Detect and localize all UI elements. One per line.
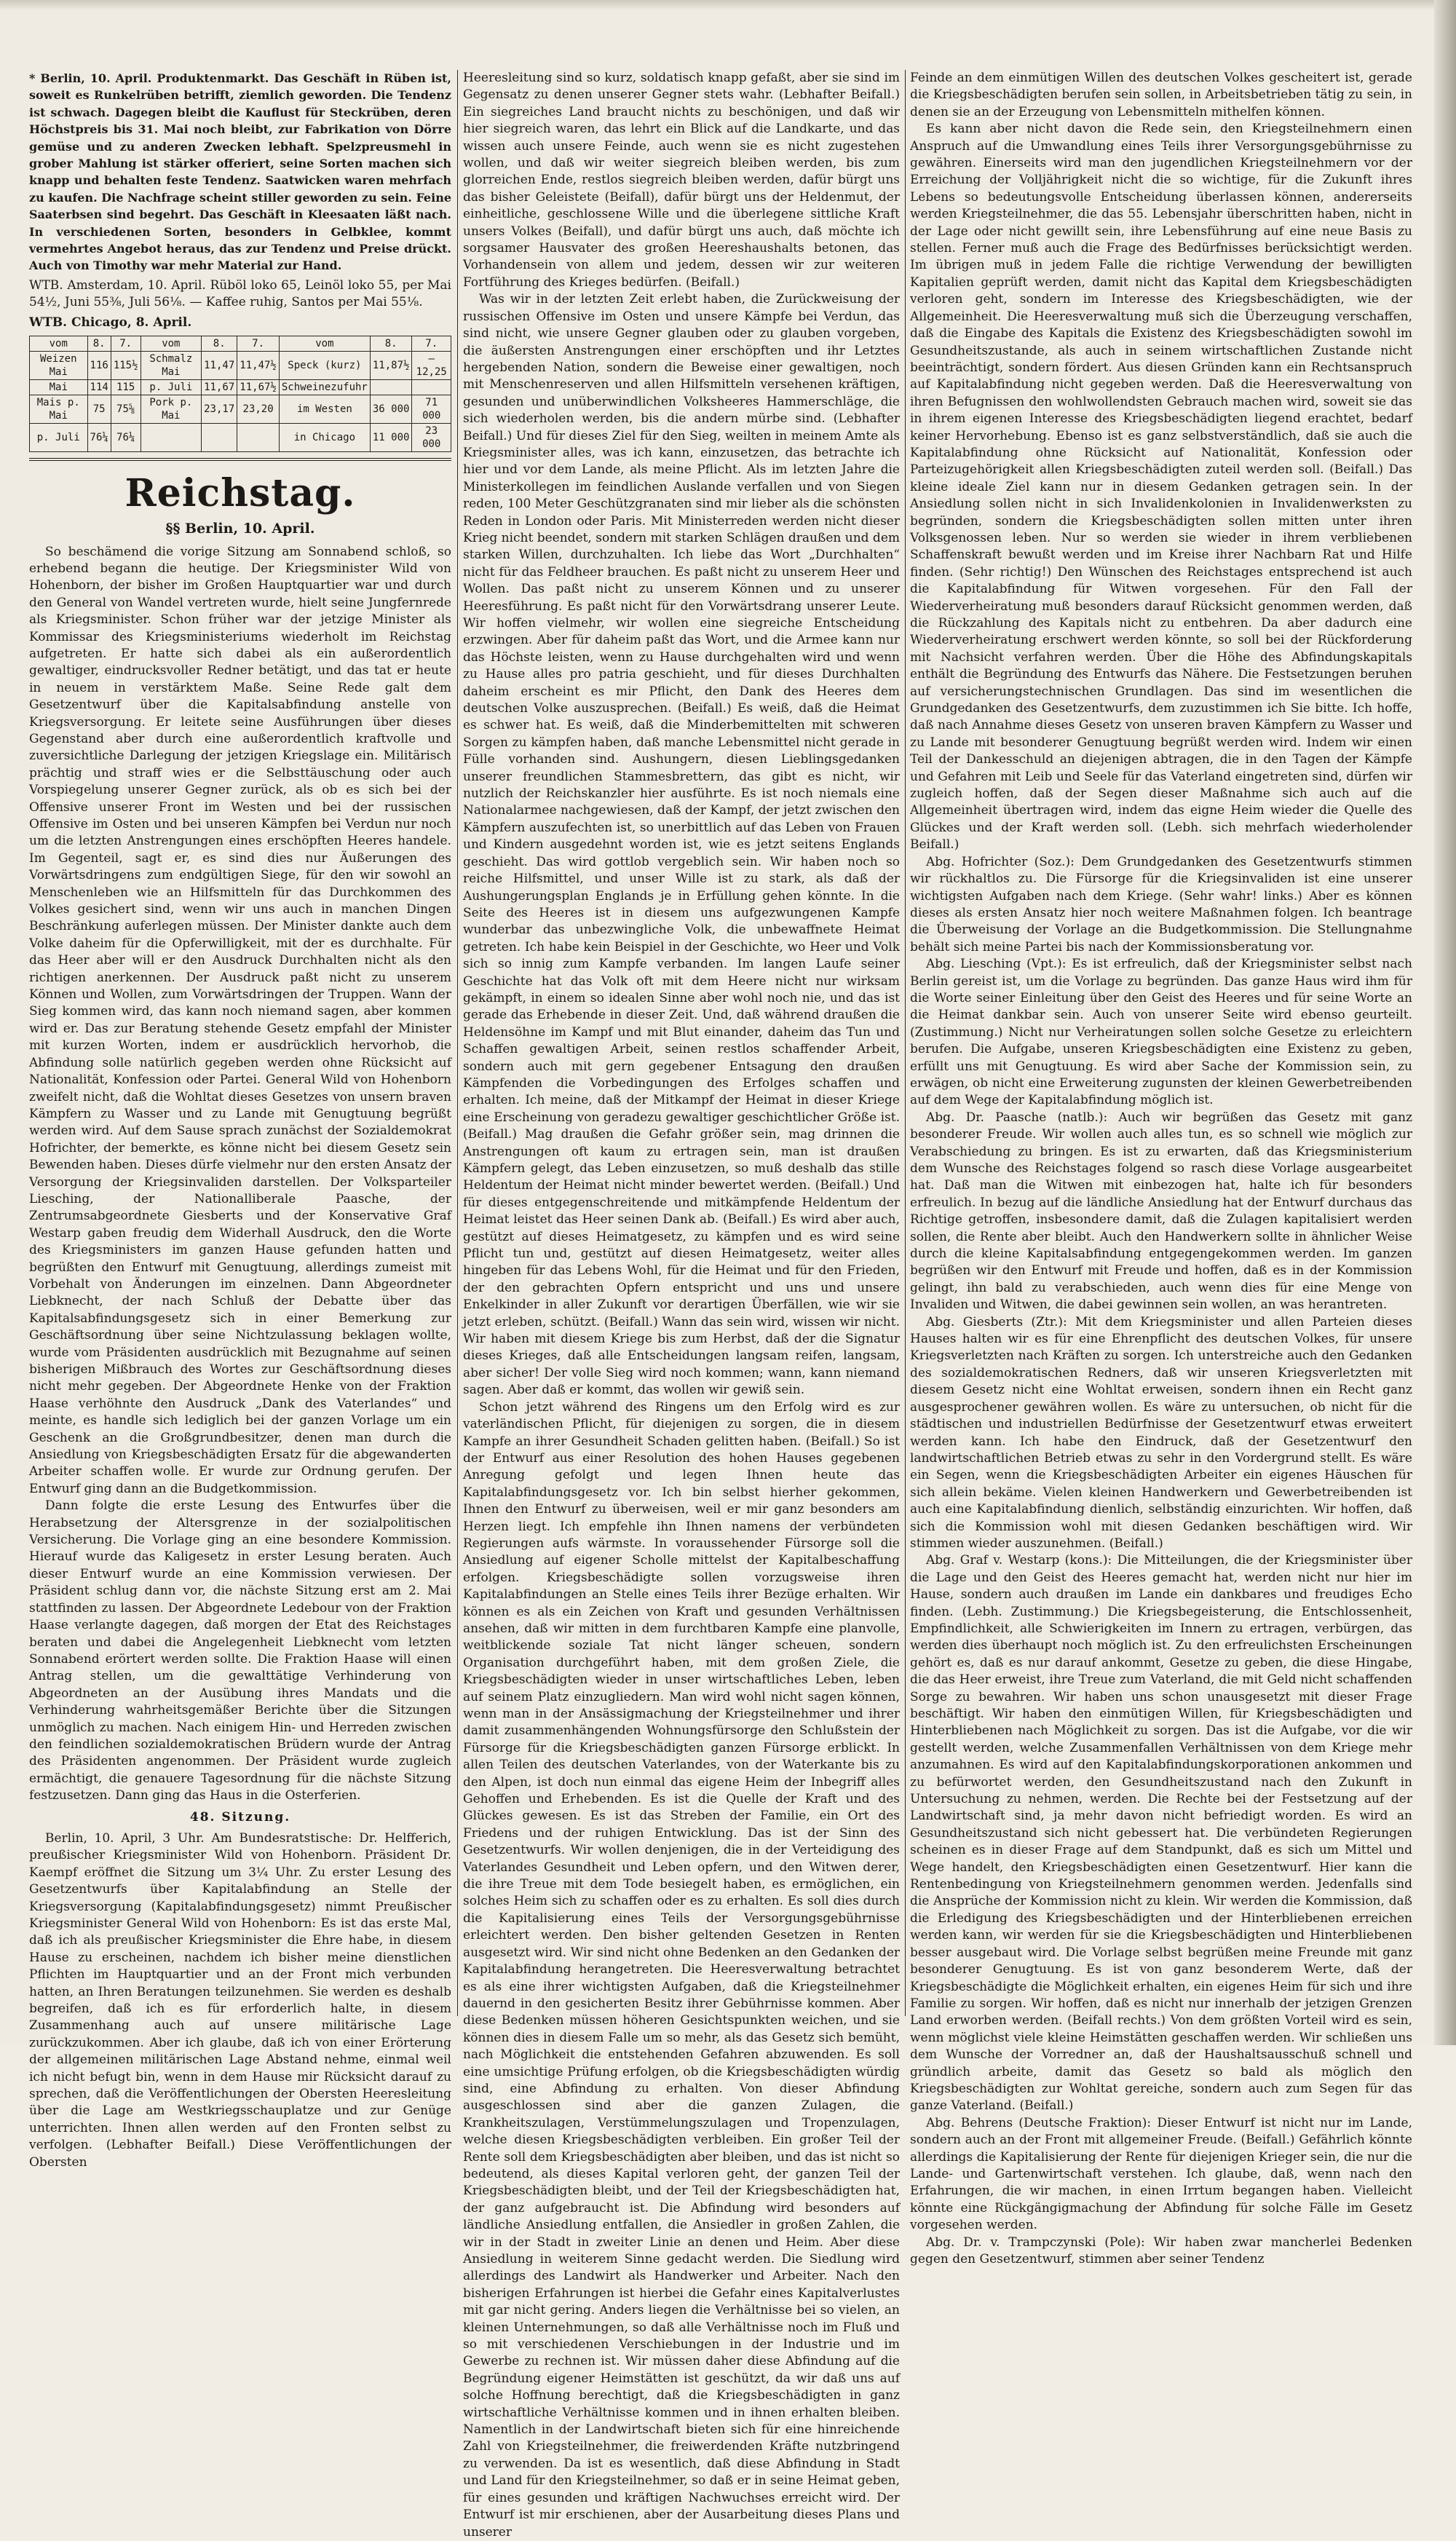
- market-cell: [412, 380, 451, 395]
- reichstag-dateline: §§ Berlin, 10. April.: [165, 521, 315, 537]
- market-cell: 23 000: [412, 424, 451, 452]
- market-table-body: [30, 352, 451, 452]
- col3-paragraph: Abg. Giesberts (Ztr.): Mit dem Kriegsminister und allen Parteien dieses Hauses halten wir es für eine Ehrenpflicht des deutschen Volkes, für unsere Kriegsverletzten nach Kräften zu sorgen. Ich unterstreiche auch den Gedanken des sozialdemokratischen Redners, daß wir unseren Kriegsverletzten mit diesem Gesetz nicht eine Wohltat erweisen, sondern ihnen ein Recht ganz ausgesprochener gewähren wollen. Es wäre zu untersuchen, ob nicht für die städtischen und industriellen Bedürfnisse der Gesetzentwurf etwas erweitert werden kann. Ich habe den Eindruck, daß der Gesetzentwurf den landwirtschaftlichen Betrieb etwas zu sehr in den Vordergrund stellt. Es wäre ein Segen, wenn die Kriegsbeschädigten Arbeiter ein eigenes Häuschen für sich allein bekäme. Vielen kleinen Handwerkern und Gewerbetreibenden ist auch eine Kapitalabfindung dienlich, selbständig einzurichten. Wir hoffen, daß sich die Kommission wohl mit diesen Gedanken beschäftigen wird. Wir stimmen wieder auszunehmen. (Beifall.): [910, 1314, 1412, 1551]
- market-row: [30, 352, 451, 380]
- market-cell: Mai: [30, 380, 88, 395]
- market-cell: Schweinezufuhr: [279, 380, 370, 395]
- market-cell: 116: [87, 352, 111, 380]
- market-header-cell: 8.: [87, 336, 111, 352]
- market-cell: im Westen: [279, 395, 370, 424]
- market-row: [30, 424, 451, 452]
- market-cell: p. Juli: [141, 380, 202, 395]
- market-header-cell: vom: [279, 336, 370, 352]
- market-row: [30, 380, 451, 395]
- market-cell: 114: [87, 380, 111, 395]
- column-2: [463, 70, 900, 2540]
- market-cell: —12,25: [412, 352, 451, 380]
- col2-paragraph: Schon jetzt während des Ringens um den Erfolg wird es zur vaterländischen Pflicht, für diejenigen zu sorgen, die in diesem Kampfe an ihrer Gesundheit Schaden gelitten haben. (Beifall.) So ist der Entwurf aus einer Resolution des hohen Hauses gegebenen Anregung gefolgt und legen Ihnen heute das Kapitalabfindungsgesetz vor. Ich bin selbst hierher gekommen, Ihnen den Entwurf zu überweisen, weil er mir ganz besonders am Herzen liegt. Ich empfehle ihn Ihnen namens der verbündeten Regierungen aufs wärmste. In voraussehender Fürsorge soll die Ansiedlung auf eigener Scholle mittelst der Kapitalbeschaffung erfolgen. Kriegsbeschädigte sollen vorzugsweise ihren Kapitalabfindungen an Stelle eines Teils ihrer Bezüge erhalten. Wir können es als ein Zeichen von Kraft und gesunden Verhältnissen ansehen, daß wir mitten in dem furchtbaren Kampfe eine planvolle, weitblickende soziale Tat nicht länger scheuen, sondern Organisation durchgeführt haben, mit dem großen Ziele, die Kriegsbeschädigten wieder in unser wirtschaftliches Leben, leben auf seinem Platz einzugliedern. Man wird wohl nicht sagen können, wenn man in der Ansässigmachung der Kriegsteilnehmer und ihrer damit zusammenhängenden Wohnungsfürsorge den Schlußstein der Fürsorge für die Kriegsbeschädigten ganzen Fürsorge erblickt. In allen Teilen des deutschen Vaterlandes, von der Waterkante bis zu den Alpen, ist doch nun einmal das eigene Heim der Inbegriff alles Gehoffen und Erhebenden. Es ist die Quelle der Kraft und des Glückes gewesen. Es ist das Streben der Familie, ein Ort des Friedens und der ruhigen Entwicklung. Das ist der Sinn des Gesetzentwurfs. Wir wollen denjenigen, die in der Verteidigung des Vaterlandes Gesundheit und Leben opfern, und den Witwen derer, die ihre Treue mit dem Tode besiegelt haben, es ermöglichen, ein solches Heim sich zu schaffen oder es zu erhalten. Es soll dies durch die Kapitalisierung eines Teils der Versorgungsgebührnisse erleichtert werden. Den bisher geltenden Gesetzen in Renten ausgesetzt wird. Wir sind nicht ohne Bedenken an den Gedanken der Kapitalabfindung herangetreten. Die Heeresverwaltung betrachtet es als eine ihrer wichtigsten Aufgaben, daß die Kriegsteilnehmer dauernd in den gesicherten Besitz ihrer Gebührnisse kommen. Aber diese Bedenken müssen höheren Gesichtspunkten weichen, und sie können dies in diesem Falle um so mehr, als das Gesetz sich bemüht, nach Möglichkeit die entstehenden Gefahren abzuwenden. Es soll eine umsichtige Prüfung erfolgen, ob die Kriegsbeschädigten würdig sind, eine Abfindung zu erhalten. Von dieser Abfindung ausgeschlossen sind aber die ganzen Zulagen, die Krankheitszulagen, Verstümmelungszulagen und Tropenzulagen, welche diesen Kriegsbeschädigten verbleiben. Ein großer Teil der Rente soll dem Kriegsbeschädigten aber bleiben, und das ist nicht so bedeutend, als dieses Kapital verloren geht, der ganzen Teil der Kriegsbeschädigten bleibt, und der Teil der Kriegsbeschädigten hat, der ganz aufgebraucht ist. Die Abfindung wird besonders auf ländliche Ansiedlung entfallen, die Ansiedler in großen Zahlen, die wir in der Stadt in zweiter Linie an denen und Heim. Aber diese Ansiedlung in weiterem Sinne gedacht werden. Die Siedlung wird allerdings des Landwirt als Handwerker und Arbeiter. Nach den bisherigen Erfahrungen ist hierbei die Gefahr eines Kapitalverlustes mit gar nicht gering. Anders liegen die Verhältnisse bei so vielen, an kleinen Unternehmungen, so daß alle Verhältnisse noch im Fluß und so mit verschiedenen Verschiebungen in der Industrie und im Gewerbe zu rechnen ist. Wir müssen daher diese Abfindung auf die Begründung eigener Heimstätten ist geschützt, da wir daß uns auf solche Hoffnung berechtigt, daß die Kriegsbeschädigten in ganz wirtschaftliche Verhältnisse kommen und in ihnen erhalten bleiben. Namentlich in der Landwirtschaft bieten sich für eine hinreichende Zahl von Kriegsteilnehmer, die freiwerdenden Kräfte nutzbringend zu verwenden. Da ist es wesentlich, daß diese Abfindung in Stadt und Land für den Kriegsteilnehmer, so daß er in seine Heimat geben, für eines gesunden und kräftigen Nachwuchses erreicht wird. Der Entwurf ist mir erschienen, aber der Ausarbeitung dieses Plans und unserer: [463, 1399, 900, 2540]
- market-row: [30, 395, 451, 424]
- market-header-cell: 8.: [202, 336, 237, 352]
- col3-paragraph: Abg. Behrens (Deutsche Fraktion): Dieser Entwurf ist nicht nur im Lande, sondern auch an der Front mit allgemeiner Freude. (Beifall.) Gefährlich könnte allerdings die Kapitalisierung der Rente für diejenigen Krieger sein, die nur die Lande- und Gartenwirtschaft verstehen. Ich glaube, daß, wenn nach den Erfahrungen, die wir machen, in einen Irrtum begangen haben. Vielleicht könnte eine Rückgängigmachung der Abfindung für solche Fälle im Gesetz vorgesehen werden.: [910, 2115, 1412, 2233]
- market-cell: 23,20: [237, 395, 280, 424]
- market-cell: 76¼: [87, 424, 111, 452]
- col3-paragraph: Feinde an dem einmütigen Willen des deutschen Volkes gescheitert ist, gerade die Kriegsbeschädigten berufen sein sollen, in Arbeitsbetrieben tätig zu sein, in denen sie an der Erzeugung von Lebensmitteln mithelfen können.: [910, 71, 1412, 119]
- market-header-cell: 7.: [237, 336, 280, 352]
- market-header-cell: vom: [30, 336, 88, 352]
- col3-paragraph: Es kann aber nicht davon die Rede sein, den Kriegsteilnehmern einen Anspruch auf die Umwandlung eines Teils ihrer Versorgungsgebührnisse zu gewähren. Einerseits wird man den jugendlichen Kriegsteilnehmern vor der Erreichung der Volljährigkeit nicht die so wichtige, für die Zukunft ihres Lebens so bedeutungsvolle Entscheidung überlassen können, andererseits werden Kriegsteilnehmer, die das 55. Lebensjahr überschritten haben, nicht in der Lage oder nicht gewillt sein, ihre Lebensführung auf eine neue Basis zu stellen. Ferner muß auch die Frage des Bedürfnisses berücksichtigt werden. Im übrigen muß in jedem Falle die richtige Verwendung der bewilligten Kapitalien geprüft werden, damit nicht das Kapital dem Kriegsbeschädigten verloren geht, sondern im Interesse des Kriegsbeschädigten, wie der Allgemeinheit. Die Heeresverwaltung muß sich die Überzeugung verschaffen, daß die Eingabe des Kapitals die Existenz des Kriegsbeschädigten sowohl im Gesundheitszustande, als auch in seinem wirtschaftlichen Zustande nicht beeinträchtigt, sondern fördert. Aus diesen Gründen kann ein Rechtsanspruch auf Kapitalabfindung nicht gegeben werden. Daß die Heeresverwaltung von ihren Befugnissen den wohlwollendsten Gebrauch machen wird, soweit sie das in ihrem eigenen Interesse des Kriegsbeschädigten liegend erachtet, bedarf keiner Hervorhebung. Ebenso ist es ganz selbstverständlich, daß sie auch die Kapitalabfindung ohne Rücksicht auf Nationalität, Konfession oder Parteizugehörigkeit allen Kriegsbeschädigten zuteil werden soll. (Beifall.) Das kleine ideale Ziel kann nur in diesem Gedanken getragen sein. In der Ansiedlung sollen nicht in sich Invalidenkolonien in Invalidenwerksten zu begründen, sondern die Kriegsbeschädigten sollen mitten unter ihren Volksgenossen leben. Nur so werden sie wieder in ihrem verbliebenen Schaffenskraft bewußt werden und im Kreise ihrer Nachbarn Rat und Hilfe finden. (Sehr richtig!) Den Wünschen des Reichstages entsprechend ist auch die Kapitalabfindung für Witwen vorgesehen. Für den Fall der Wiederverheiratung muß besonders darauf Rücksicht genommen werden, daß die Rückzahlung des Kapitals nicht zu entbehren. Da aber dadurch eine Wiederverheiratung erschwert werden könnte, so soll bei der Rückforderung mit Nachsicht verfahren werden. Über die Höhe des Abfindungskapitals enthält die Begründung des Entwurfs das Nähere. Die Festsetzungen beruhen auf versicherungstechnischen Grundlagen. Das sind im wesentlichen die Grundgedanken des Gesetzentwurfs, dem zuzustimmen ich Sie bitte. Ich hoffe, daß nach Annahme dieses Gesetz von unseren braven Kämpfern zu Wasser und zu Lande mit besonderer Genugtuung begrüßt werden wird. Indem wir einen Teil der Dankesschuld an diejenigen abtragen, die in den Tagen der Kämpfe und Gefahren mit Leib und Seele für das Vaterland eingetreten sind, dürfen wir zugleich hoffen, daß der Segen dieser Maßnahme sich auch auf die Allgemeinheit übertragen wird, indem das eigne Heim wieder die Quelle des Glückes und der Kraft werden soll. (Lebh. sich mehrfach wiederholender Beifall.): [910, 122, 1412, 853]
- col1-paragraph: So beschämend die vorige Sitzung am Sonnabend schloß, so erhebend begann die heutige. Der Kriegsminister Wild von Hohenborn, der bisher im Großen Hauptquartier war und durch den General von Wandel vertreten wurde, hielt seine Jungfernrede als Kriegsminister. Schon früher war der jetzige Minister als Kommissar des Kriegsministeriums wiederholt im Reichstag aufgetreten. Er hatte sich dabei als ein außerordentlich gewaltiger, eindrucksvoller Redner betätigt, und das tat er heute in neuem in verstärktem Maße. Seine Rede galt dem Gesetzentwurf über die Kapitalsabfindung anstelle von Kriegsversorgung. Er leitete seine Ausführungen über dieses Gegenstand aber durch eine außerordentlich kraftvolle und zuversichtliche Darlegung der jetzigen Kriegslage ein. Militärisch prächtig und straff wies er die Selbsttäuschung oder auch Vorspiegelung unserer Gegner zurück, als ob es sich bei der Offensive unserer Front im Westen und bei der russischen Offensive im Osten und bei unseren Kämpfen bei Verdun nur noch um die letzten Anstrengungen eines erschöpften Heeres handele. Im Gegenteil, sagt er, es sind dies nur Äußerungen des Vorwärtsdringens zum endgültigen Siege, für den wir sowohl an Menschenleben wie an Hilfsmitteln für das Durchkommen des Volkes gesichert sind, wenn wir uns auch in manchen Dingen Beschränkung auferlegen müssen. Der Minister dankte auch dem Volke daheim für die Opferwilligkeit, mit der es durchhalte. Für das Heer aber will er den Ausdruck Durchhalten nicht als den richtigen anerkennen. Der Ausdruck paßt nicht zu unserem Können und Wollen, zum Vorwärtsdringen der Truppen. Wann der Sieg kommen wird, das kann noch niemand sagen, aber kommen wird er. Das zur Beratung stehende Gesetz empfahl der Minister mit kurzen Worten, indem er ausdrücklich hervorhob, die Abfindung solle natürlich gegeben werden ohne Rücksicht auf Nationalität, Konfession oder Partei. General Wild von Hohenborn zweifelt nicht, daß die Wohltat dieses Gesetzes von unsern braven Kämpfern zu Wasser und zu Lande mit Genugtuung begrüßt werden wird. Auf dem Sause sprach zunächst der Sozialdemokrat Hofrichter, der bemerkte, es könne nicht bei diesem Gesetz sein Bewenden haben. Dieses dürfe vielmehr nur den ersten Ansatz der Versorgung der Kriegsinvaliden darstellen. Der Volksparteiler Liesching, der Nationalliberale Paasche, der Zentrumsabgeordnete Giesberts und der Konservative Graf Westarp gaben freudig dem Widerhall Ausdruck, den die Worte des Kriegsministers im ganzen Hause gefunden hatten und begrüßten den Entwurf mit Genugtuung, allerdings zumeist mit Vorbehalt von Änderungen im einzelnen. Dann Abgeordneter Liebknecht, der nach Schluß der Debatte über das Kapitalsabfindungsgesetz sich in einer Bemerkung zur Geschäftsordnung über seine Nichtzulassung beklagen wollte, wurde vom Präsidenten ausdrücklich mit Bezugnahme auf seinen bisherigen Mißbrauch des Wortes zur Geschäftsordnung dieses nicht mehr gegeben. Der Abgeordnete Henke von der Fraktion Haase verhöhnte den Ausdruck „Dank des Vaterlandes“ und meinte, es handle sich lediglich bei der ganzen Vorlage um ein Geschenk an die Großgrundbesitzer, denen man durch die Ansiedlung von Kriegsbeschädigten Ersatz für die abgewanderten Arbeiter schaffen wolle. Er wurde zur Ordnung gerufen. Der Entwurf ging dann an die Budgetkommission.: [29, 544, 451, 1496]
- col3-paragraph: Abg. Dr. Paasche (natlb.): Auch wir begrüßen das Gesetz mit ganz besonderer Freude. Wir wollen auch alles tun, es so schnell wie möglich zur Verabschiedung zu bringen. Es ist zu erwarten, daß das Kriegsministerium dem Wunsche des Reichstages folgend so rasch diese Vorlage ausgearbeitet hat. Daß man die Witwen mit einbezogen hat, halte ich für besonders erfreulich. In bezug auf die ländliche Ansiedlung hat der Entwurf durchaus das Richtige getroffen, insbesondere damit, daß die Zulagen kapitalisiert werden sollen, die Rente aber bleibt. Auch den Handwerkern sollte in ähnlicher Weise durch die kleine Kapitalsabfindung entgegengekommen werden. Im ganzen begrüßen wir den Entwurf mit Freude und hoffen, daß es in der Kommission gelingt, ihn bald zu verabschieden, auch wenn dies für eine Menge von Invaliden und Witwen, die dabei gewinnen sein wollen, an was herantreten.: [910, 1110, 1412, 1313]
- market-cell: 115½: [111, 352, 141, 380]
- market-cell: Schmalz Mai: [141, 352, 202, 380]
- col2-paragraph: Was wir in der letzten Zeit erlebt haben, die Zurückweisung der russischen Offensive im Osten und unsere Kämpfe bei Verdun, das sind nicht, wie unsere Gegner glauben oder zu glauben vorgeben, die äußersten Anstrengungen einer erschöpften und ihr Letztes hergebenden Nation, sondern die Beweise einer gewaltigen, noch mit Menschenreserven und allen Hilfsmitteln versehenen kräftigen, gesunden und unüberwindlichen Volksheeres Hammerschläge, die sich wiederholen werden, bis die andern mürbe sind. (Lebhafter Beifall.) Und für dieses Ziel für den Sieg, weilten in meinem Amte als Kriegsminister alles, was ich kann, einzusetzen, das betrachte ich hier und vor dem Lande, als meine Pflicht. Als im letzten Jahre die Ministerkollegen im feindlichen Auslande verfallen und von Siegen reden, 100 Meter Geschützgranaten sind mir lieber als die schönsten Reden in London oder Paris. Mit Ministerreden werden nicht dieser Krieg nicht beendet, sondern mit starken Schlägen draußen und dem starken Willen, durchzuhalten. Ich liebe das Wort „Durchhalten“ nicht für das Feldheer brauchen. Es paßt nicht zu unserem Heer und Wollen. Das paßt nicht zu unserem Können und zu unserer Heeresführung. Es paßt nicht für den Vorwärtsdrang unserer Leute. Wir hoffen vielmehr, wir wollen eine siegreiche Entscheidung erzwingen. Aber für daheim paßt das Wort, und die Armee kann nur das Höchste leisten, wenn zu Hause durchgehalten wird und wenn zu Hause alles pro patria geschieht, und für dieses Durchhalten daheim erscheint es mir Pflicht, den Dank des Heeres dem deutschen Volke auszusprechen. (Beifall.) Es weiß, daß die Heimat es schwer hat. Es weiß, daß die Minderbemittelten mit schweren Sorgen zu kämpfen haben, daß manche Lebensmittel nicht gerade in Fülle vorhanden sind. Aushungern, diesen Lieblingsgedanken unserer freundlichen Stammesbrettern, das gibt es nicht, wir nutzlich der Reichskanzler hier ausführte. Es ist noch niemals eine Nationalarmee nachgewiesen, daß der Kampf, der jetzt zwischen den Kämpfern auszufechten ist, so unerbittlich auf das Leben von Frauen und Kindern ausgedehnt worden ist, wie es jetzt seitens Englands geschieht. Das wird gottlob vergeblich sein. Wir haben noch so reiche Hilfsmittel, und unser Wille ist zu stark, als daß der Aushungerungsplan Englands je in Erfüllung gehen könnte. In die Seite des Heeres ist in diesem uns aufgezwungenen Kampfe wunderbar das unbezwingliche Volk, die unbewaffnete Heimat getreten. Ich habe kein Beispiel in der Geschichte, wo Heer und Volk sich so innig zum Kampfe verbanden. Im langen Laufe seiner Geschichte hat das Volk oft mit dem Heere nicht nur wirksam gekämpft, in einem so idealen Sinne aber wohl noch nie, und das ist gerade das Erhebende in dieser Zeit. Und, daß während draußen die Heldensöhne im Kampf und mit Blut einander, daheim das Tun und Schaffen gewaltigen Arbeit, seinen restlos schaffender Arbeit, sondern auch mit gern gegebener Entsagung den draußen Kämpfenden die Vorbedingungen des Erfolges schaffen und erhalten. Ich meine, daß der Mitkampf der Heimat in dieser Kriege eine Erscheinung von geradezu gewaltiger geschichtlicher Größe ist. (Beifall.) Mag draußen die Gefahr größer sein, mag drinnen die Anstrengungen oft kaum zu ertragen sein, man ist draußen Kämpfern gelegt, das Leben einzusetzen, so muß deshalb das stille Heldentum der Heimat nicht minder bewertet werden. (Beifall.) Und für dieses entgegenschreitende und mitkämpfende Heldentum der Heimat leistet das Heer seinen Dank ab. (Beifall.) Es wird aber auch, gestützt auf dieses Heimatgesetz, zu kämpfen und es wird seine Pflicht tun und, gestützt auf diesen Heimatgesetz, weiter alles hingeben für das Lebens Wohl, für die Heimat und für den Frieden, der den gebrachten Opfern entspricht und uns und unsere Enkelkinder in aller Zukunft vor derartigen Überfällen, wie wir sie jetzt erleben, schützt. (Beifall.) Wann das sein wird, wissen wir nicht. Wir haben mit diesem Kriege bis zum Herbst, daß der die Signatur dieses Krieges, daß alle Entscheidungen langsam reifen, langsam, aber sicher! Der volle Sieg wird noch kommen; wann, kann niemand sagen. Aber daß er kommt, das wollen wir gewiß sein.: [463, 292, 900, 1398]
- market-cell: 11 000: [370, 424, 412, 452]
- market-cell: 36 000: [370, 395, 412, 424]
- col3-paragraph: Abg. Graf v. Westarp (kons.): Die Mitteilungen, die der Kriegsminister über die Lage und den Geist des Heeres gemacht hat, werden nicht nur hier im Hause, sondern auch draußen im Lande ein dankbares und freudiges Echo finden. (Lebh. Zustimmung.) Die Kriegsbegeisterung, die Entschlossenheit, Empfindlichkeit, alle Schwierigkeiten im Innern zu ertragen, verbürgen, das werden dies überhaupt noch möglich ist. Zu den erfreulichsten Erscheinungen gehört es, daß es nur darauf ankommt, Gesetze zu geben, die diese Hingabe, die das Heer erweist, ihre Treue zum Vaterland, die mit Geld nicht schaffenden Sorge zu bewahren. Wir haben uns schon unausgesetzt mit dieser Frage beschäftigt. Wir haben den einmütigen Willen, für Kriegsbeschädigten und Hinterbliebenen nach Möglichkeit zu sorgen. Das ist die Aufgabe, vor die wir gestellt werden, welche Zusammenfallen Verhältnissen von dem Kriege mehr anzumahnen. Es wird auf den Kapitalabfindungskorporationen ankommen und zu befürwortet werden, den Gesundheitszustand nach den Zukunft in Untersuchung zu nehmen, werden. Die Rechte bei der Festsetzung auf der Landwirtschaft sind, ja mehr davon nicht befriedigt worden. Es wird an Gesundheitszustand sich nicht gebessert hat. Die verbündeten Regierungen scheinen es in dieser Frage auf dem Standpunkt, daß es sich um Mittel und Wege handelt, den Kriegsbeschädigten einen Gesetzentwurf. Hier kann die Rentenbedingung von Kriegsteilnehmern genommen werden. Jedenfalls sind die Ansprüche der Kommission nicht zu klein. Wir werden die Kommission, daß die Erledigung des Kriegsbeschädigten und der Hinterbliebenen erreichen werden kann, wir werden für sie die Kriegsbeschädigten und Hinterbliebenen besser ausgebaut wird. Die Vorlage selbst begrüßen meine Freunde mit ganz besonderer Genugtuung. Es ist von ganz besonderem Werte, daß der Kriegsbeschädigte die Möglichkeit erhalten, ein eigenes Heim für sich und ihre Familie zu sorgen. Wir hoffen, daß es nicht nur innerhalb der jetzigen Grenzen Land erworben werden. (Beifall rechts.) Von dem größten Vorteil wird es sein, wenn möglichst viele kleine Heimstätten geschaffen werden. Wir schließen uns dem Wunsche der Vorredner an, daß der Haushaltsausschuß schnell und gründlich arbeite, damit das Gesetz so bald als möglich den Kriegsbeschädigten zur Wohltat gereiche, sondern auch zum Segen für das ganze Vaterland. (Beifall.): [910, 1553, 1412, 2114]
- reichstag-title: Reichstag.: [124, 471, 356, 516]
- page-top-edge: [0, 0, 1456, 10]
- market-cell: 23,17: [202, 395, 237, 424]
- market-header-cell: 7.: [412, 336, 451, 352]
- section-divider: [29, 458, 451, 461]
- chicago-market-table: [29, 336, 451, 452]
- market-cell: [141, 424, 202, 452]
- column-3: [910, 70, 1412, 2267]
- market-cell: 71 000: [412, 395, 451, 424]
- column-rule-2: [905, 70, 906, 2016]
- market-header-cell: 7.: [111, 336, 141, 352]
- scan-binding-edge: [1434, 0, 1456, 2045]
- column-rule-1: [457, 70, 458, 2016]
- market-cell: [237, 424, 280, 452]
- col1-paragraph: Dann folgte die erste Lesung des Entwurfes über die Herabsetzung der Altersgrenze in der sozialpolitischen Versicherung. Die Vorlage ging an eine besondere Kommission. Hierauf wurde das Kaligesetz in erster Lesung beraten. Auch dieser Entwurf wurde an eine Kommission verwiesen. Der Präsident schlug dann vor, die nächste Sitzung erst am 2. Mai stattfinden zu lassen. Der Abgeordnete Ledebour von der Fraktion Haase verlangte dagegen, daß morgen der Etat des Reichstages beraten und dabei die Angelegenheit Liebknecht vom letzten Sonnabend erörtert werden sollte. Die Fraktion Haase will einen Antrag stellen, um die gewalttätige Verhinderung von Abgeordneten an der Ausübung ihres Mandats und die Verhinderung wahrheitsgemäßer Berichte über die Sitzungen unmöglich zu machen. Nach einigem Hin- und Herreden zwischen den feindlichen sozialdemokratischen Brüdern wurde der Antrag des Präsidenten angenommen. Der Präsident wurde zugleich ermächtigt, die genauere Tagesordnung für die nächste Sitzung festzusetzen. Dann ging das Haus in die Osterferien.: [29, 1498, 451, 1803]
- market-cell: Speck (kurz): [279, 352, 370, 380]
- sitzung-text: Berlin, 10. April, 3 Uhr. Am Bundesratstische: Dr. Helfferich, preußischer Kriegsminister Wild von Hohenborn. Präsident Dr. Kaempf eröffnet die Sitzung um 3¼ Uhr. Zu erster Lesung des Gesetzentwurfs über Kapitalabfindung an Stelle der Kriegsversorgung (Kapitalabfindungsgesetz) nimmt Preußischer Kriegsminister General Wild von Hohenborn: Es ist das erste Mal, daß ich als preußischer Kriegsminister die Ehre habe, in diesem Hause zu erscheinen, nachdem ich bisher meine dienstlichen Pflichten im Hauptquartier und an der Front mich verbunden hatten, an Ihren Beratungen teilzunehmen. Sie werden es deshalb begreifen, daß ich es für erforderlich halte, in diesem Zusammenhang auch auf unsere militärische Lage zurückzukommen. Aber ich glaube, daß ich von einer Erörterung der allgemeinen militärischen Lage Abstand nehme, einmal weil ich nicht befugt bin, wenn in dem Hause mir Rücksicht darauf zu sprechen, daß die Veröffentlichungen der Obersten Heeresleitung über die Lage am Westkriegsschauplatze und zur Genüge unterrichten. Ihnen allen werden auf den Fronten selbst zu verfolgen. (Lebhafter Beifall.) Diese Veröffentlichungen der Obersten: [29, 1830, 451, 2170]
- market-cell: Pork p. Mai: [141, 395, 202, 424]
- market-cell: 11,87½: [370, 352, 412, 380]
- market-cell: Weizen Mai: [30, 352, 88, 380]
- market-cell: 11,47: [202, 352, 237, 380]
- market-cell: Mais p. Mai: [30, 395, 88, 424]
- market-header-cell: 8.: [370, 336, 412, 352]
- column-1: [29, 70, 451, 2170]
- sitzung-title: 48. Sitzung.: [189, 1809, 291, 1825]
- market-cell: [202, 424, 237, 452]
- col3-paragraph: Abg. Hofrichter (Soz.): Dem Grundgedanken des Gesetzentwurfs stimmen wir rückhaltlos zu. Die Fürsorge für die Kriegsinvaliden ist eine unserer wichtigsten Aufgaben nach dem Kriege. (Sehr wahr! links.) Aber es können dieses als ersten Ansatz hier noch weitere Maßnahmen folgen. Ich beantrage die Überweisung der Vorlage an die Budgetkommission. Die Stellungnahme behält sich meine Partei bis nach der Kommissionsberatung vor.: [910, 854, 1412, 955]
- market-table-header: [30, 336, 451, 352]
- col2-paragraph: Heeresleitung sind so kurz, soldatisch knapp gefaßt, aber sie sind im Gegensatz zu denen unserer Gegner stets wahr. (Lebhafter Beifall.) Ein siegreiches Land braucht nichts zu beschönigen, und daß wir hier siegreich waren, das lehrt ein Blick auf die Landkarte, und das wissen auch unsere Feinde, auch wenn sie es nicht zugestehen wollen, und daß wir weiter siegreich bleiben werden, bis zum glorreichen Ende, restlos siegreich bleiben werden, dafür bürgt uns das bisher Geleistete (Beifall), dafür bürgt uns der Heldenmut, der einheitliche, geschlossene Wille und die überlegene sittliche Kraft unsers Volkes (Beifall), und dafür bürgt uns auch, daß möchte ich sorgsamer Hausvater des großen Heereshaushalts betonen, das Vorhandensein von allem und jedem, dessen wir zur weiteren Fortführung des Krieges bedürfen. (Beifall.): [463, 71, 900, 290]
- market-berlin: * Berlin, 10. April. Produktenmarkt. Das Geschäft in Rüben ist, soweit es Runkelrüben betrifft, ziemlich geworden. Die Tendenz ist schwach. Dagegen bleibt die Kauflust für Steckrüben, deren Höchstpreis bis 31. Mai noch bleibt, zur Fabrikation von Dörre gemüse und zu anderen Zwecken lebhaft. Spelzpreusmehl in grober Mahlung ist stärker offeriert, seine Sorten machen sich knapp und behalten feste Tendenz. Saatwicken waren mehrfach zu kaufen. Die Nachfrage scheint stiller geworden zu sein. Feine Saaterbsen sind begehrt. Das Geschäft in Kleesaaten läßt nach. In verschiedenen Sorten, besonders in Gelbklee, kommt vermehrtes Angebot heraus, das zur Tendenz und Preise drückt. Auch von Timothy war mehr Material zur Hand.: [29, 71, 451, 273]
- col3-paragraph: Abg. Dr. v. Trampczynski (Pole): Wir haben zwar mancherlei Bedenken gegen den Gesetzentwurf, stimmen aber seiner Tendenz: [910, 2234, 1412, 2267]
- col3-paragraph: Abg. Liesching (Vpt.): Es ist erfreulich, daß der Kriegsminister selbst nach Berlin gereist ist, um die Vorlage zu begründen. Das ganze Haus wird ihm für die Worte seiner Einleitung über den Geist des Heeres und für seine Worte an die Heimat dankbar sein. Auch von unserer Seite wird ebenso geurteilt. (Zustimmung.) Nicht nur Verheiratungen sollen solche Gesetze zu erleichtern berufen. Die Aufgabe, unseren Kriegsbeschädigten eine Existenz zu geben, erfüllt uns mit Genugtuung. Es wird aber Sache der Kommission sein, zu erwägen, ob nicht eine Erweiterung zugunsten der kleinen Gewerbetreibenden auf dem Wege der Kapitalabfindung möglich ist.: [910, 957, 1412, 1108]
- market-cell: 75: [87, 395, 111, 424]
- market-header-cell: vom: [141, 336, 202, 352]
- market-cell: 115: [111, 380, 141, 395]
- market-cell: in Chicago: [279, 424, 370, 452]
- market-amsterdam: WTB. Amsterdam, 10. April. Rüböl loko 65, Leinöl loko 55, per Mai 54½, Juni 55⅜, Juli 56⅛. — Kaffee ruhig, Santos per Mai 55⅛.: [29, 277, 451, 310]
- market-cell: [370, 380, 412, 395]
- market-cell: 76¼: [111, 424, 141, 452]
- market-chicago: WTB. Chicago, 8. April.: [29, 315, 192, 330]
- market-cell: p. Juli: [30, 424, 88, 452]
- market-cell: 11,47½: [237, 352, 280, 380]
- market-cell: 75⅝: [111, 395, 141, 424]
- market-cell: 11,67½: [237, 380, 280, 395]
- market-cell: 11,67: [202, 380, 237, 395]
